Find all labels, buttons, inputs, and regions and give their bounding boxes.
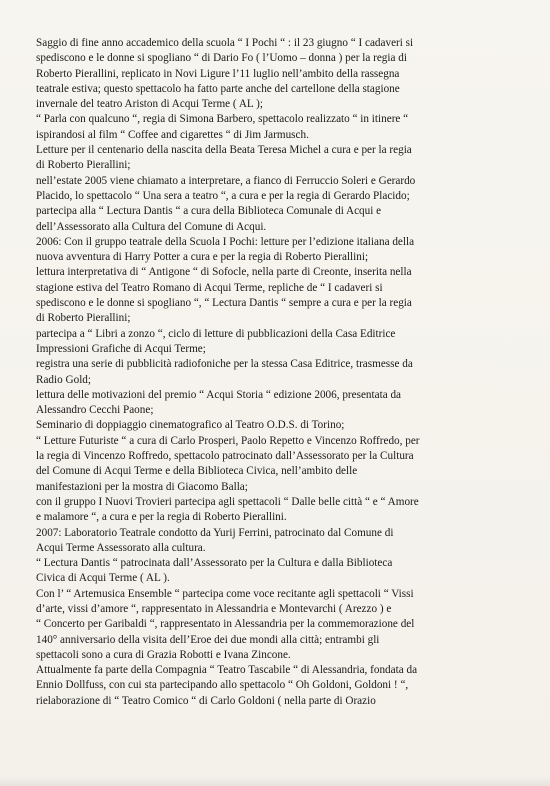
document-line: spettacoli sono a cura di Grazia Robotti e Ivana Zincone. xyxy=(36,648,291,661)
document-line: ispirandosi al film “ Coffee and cigarettes “ di Jim Jarmusch. xyxy=(36,128,309,141)
document-line: partecipa a “ Libri a zonzo “, ciclo di letture di pubblicazioni della Casa Editrice xyxy=(36,327,396,340)
document-line: “ Concerto per Garibaldi “, rappresentato in Alessandria per la commemorazione del xyxy=(36,618,415,631)
document-line: Con l’ “ Artemusica Ensemble “ partecipa come voce recitante agli spettacoli “ Vissi xyxy=(36,587,414,600)
document-line: di Roberto Pierallini; xyxy=(36,312,131,325)
document-line: dell’Assessorato alla Cultura del Comune di Acqui. xyxy=(36,220,267,233)
document-line: partecipa alla “ Lectura Dantis “ a cura della Biblioteca Comunale di Acqui e xyxy=(36,205,382,218)
document-line: e malamore “, a cura e per la regia di Roberto Pierallini. xyxy=(36,511,287,524)
document-line: nuova avventura di Harry Potter a cura e per la regia di Roberto Pierallini; xyxy=(36,251,369,264)
document-line: teatrale estiva; questo spettacolo ha fatto parte anche del cartellone della stagione xyxy=(36,82,400,95)
document-line: “ Parla con qualcuno “, regia di Simona Barbero, spettacolo realizzato “ in itinere “ xyxy=(36,113,409,126)
document-line: 140° anniversario della visita dell’Eroe dei due mondi alla città; entrambi gli xyxy=(36,633,380,646)
document-line: d’arte, vissi d’amore “, rappresentato in Alessandria e Montevarchi ( Arezzo ) e xyxy=(36,602,392,615)
document-line: Saggio di fine anno accademico della scuola “ I Pochi “ : il 23 giugno “ I cadaveri si xyxy=(36,37,414,49)
document-line: invernale del teatro Ariston di Acqui Terme ( AL ); xyxy=(36,98,263,111)
document-line: con il gruppo I Nuovi Trovieri partecipa agli spettacoli “ Dalle belle città “ e “ Amore xyxy=(36,495,419,508)
document-line: Alessandro Cecchi Paone; xyxy=(36,404,154,417)
document-line: manifestazioni per la mostra di Giacomo Balla; xyxy=(36,480,248,493)
document-line: Acqui Terme Assessorato alla cultura. xyxy=(36,541,206,554)
document-line: Placido, lo spettacolo “ Una sera a teatro “, a cura e per la regia di Gerardo Placido; xyxy=(36,189,410,202)
document-line: spediscono e le donne si spogliano “ di Dario Fo ( l’Uomo – donna ) per la regia di xyxy=(36,52,407,65)
document-line: Ennio Dollfuss, con cui sta partecipando allo spettacolo “ Oh Goldoni, Goldoni ! “, xyxy=(36,679,409,692)
document-line: registra una serie di pubblicità radiofoniche per la stessa Casa Editrice, trasmesse da xyxy=(36,358,413,371)
document-line: “ Letture Futuriste “ a cura di Carlo Prosperi, Paolo Repetto e Vincenzo Roffredo, per xyxy=(36,434,420,447)
document-line: 2007: Laboratorio Teatrale condotto da Yurij Ferrini, patrocinato dal Comune di xyxy=(36,526,394,539)
document-line: “ Lectura Dantis “ patrocinata dall’Assessorato per la Cultura e dalla Biblioteca xyxy=(36,557,393,570)
document-line: Civica di Acqui Terme ( AL ). xyxy=(36,572,170,585)
document-line: nell’estate 2005 viene chiamato a interpretare, a fianco di Ferruccio Soleri e Gerardo xyxy=(36,174,416,187)
document-line: lettura delle motivazioni del premio “ Acqui Storia “ edizione 2006, presentata da xyxy=(36,388,402,401)
document-line: Roberto Pierallini, replicato in Novi Ligure l’11 luglio nell’ambito della rassegna xyxy=(36,67,400,80)
document-line: Radio Gold; xyxy=(36,373,92,386)
document-line: 2006: Con il gruppo teatrale della Scuola I Pochi: letture per l’edizione italiana della xyxy=(36,235,415,248)
document-line: Letture per il centenario della nascita della Beata Teresa Michel a cura e per la regia xyxy=(36,144,412,157)
document-line: stagione estiva del Teatro Romano di Acqui Terme, repliche de “ I cadaveri si xyxy=(36,281,383,294)
document-line: la regia di Vincenzo Roffredo, spettacolo patrocinato dall’Assessorato per la Cultura xyxy=(36,450,414,463)
document-body xyxy=(36,36,516,709)
document-line: Impressioni Grafiche di Acqui Terme; xyxy=(36,342,206,355)
document-line: Attualmente fa parte della Compagnia “ Teatro Tascabile “ di Alessandria, fondata da xyxy=(36,664,418,677)
document-line: del Comune di Acqui Terme e della Biblioteca Civica, nell’ambito delle xyxy=(36,465,358,478)
document-line: Seminario di doppiaggio cinematografico al Teatro O.D.S. di Torino; xyxy=(36,419,345,432)
page-bottom-shadow xyxy=(0,776,550,786)
document-line: lettura interpretativa di “ Antigone “ di Sofocle, nella parte di Creonte, inserita nella xyxy=(36,266,412,279)
document-line: di Roberto Pierallini; xyxy=(36,159,131,172)
document-line: spediscono e le donne si spogliano “, “ Lectura Dantis “ sempre a cura e per la regia xyxy=(36,297,412,310)
document-line: rielaborazione di “ Teatro Comico “ di Carlo Goldoni ( nella parte di Orazio xyxy=(36,694,376,707)
